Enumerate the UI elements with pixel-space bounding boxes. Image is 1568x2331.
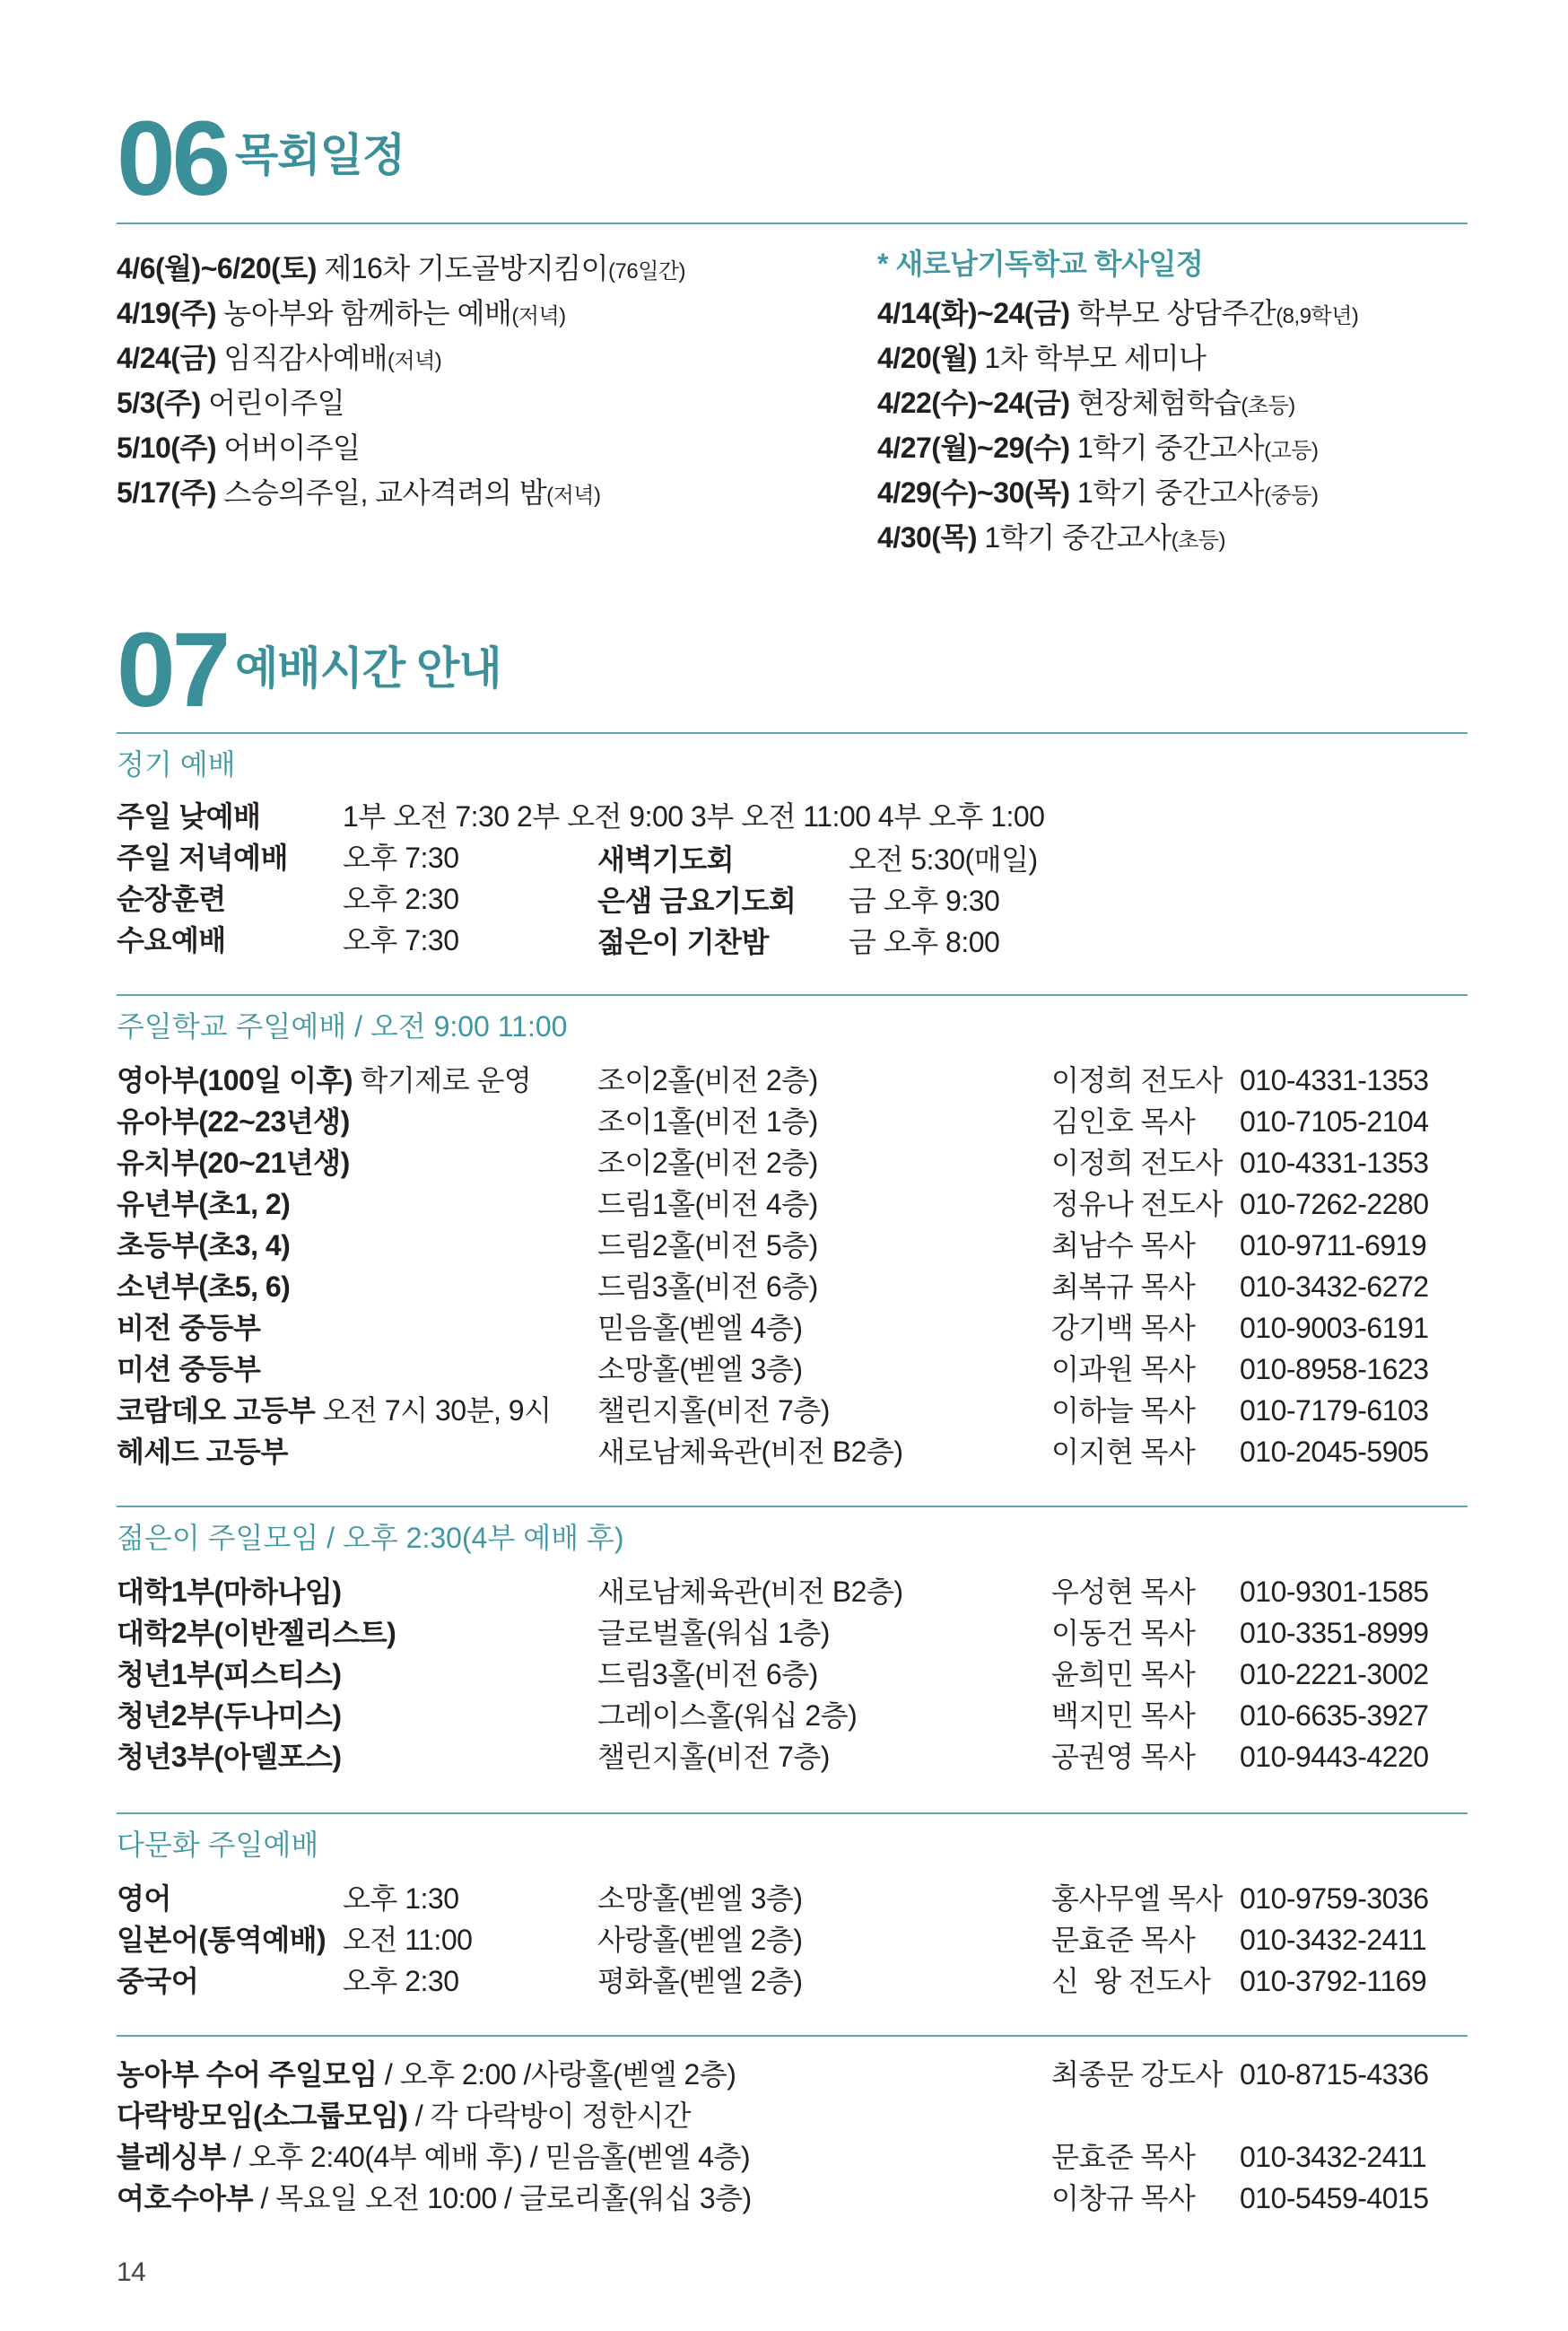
pastor: 김인호 목사: [1051, 1105, 1196, 1138]
schedule-date: 5/3(주): [117, 387, 201, 419]
youth-meeting-heading: [117, 1523, 624, 1552]
schedule-item: [117, 433, 360, 462]
schedule-note: (76일간): [608, 259, 686, 284]
school-schedule-text: 학부모 상담주간: [1076, 297, 1276, 329]
sunday-school-heading: [117, 1012, 567, 1041]
section-title-worship: 예배시간 안내: [235, 643, 501, 694]
department-note: 학기제로 운영: [360, 1064, 532, 1096]
schedule-date: 5/17(주): [117, 476, 217, 509]
pastor: 정유나 전도사: [1051, 1188, 1223, 1220]
schedule-date: 4/6(월)~6/20(토): [117, 252, 317, 284]
worship-time: 오후 7:30: [343, 924, 459, 956]
multicultural-heading: 다문화 주일예배: [117, 1829, 319, 1861]
pastor: 이정희 전도사: [1051, 1147, 1223, 1179]
meeting-name: 여호수아부: [117, 2182, 254, 2214]
department-cell: [117, 1396, 551, 1425]
place: 글로벌홀(워십 1층): [597, 1617, 830, 1649]
section-divider: [117, 994, 1468, 996]
school-schedule-item: [877, 433, 1318, 462]
phone: 010-5459-4015: [1240, 2182, 1429, 2214]
school-schedule-note: (8,9학년): [1276, 304, 1359, 328]
school-schedule-text: 현장체험학습: [1076, 387, 1241, 419]
meeting-detail: / 오후 2:00 /사랑홀(벧엘 2층): [377, 2058, 736, 2091]
school-schedule-note: (초등): [1171, 528, 1225, 553]
department-name: 유년부(초1, 2): [117, 1188, 291, 1220]
department-cell: [117, 1314, 260, 1342]
schedule-text: 농아부와 함께하는 예배: [223, 297, 512, 329]
department-name: 영아부(100일 이후): [117, 1064, 353, 1096]
worship-time: 오전 5:30(매일): [849, 843, 1038, 876]
phone: 010-8958-1623: [1240, 1353, 1429, 1385]
phone: 010-4331-1353: [1240, 1147, 1429, 1179]
section-divider: [117, 1812, 1468, 1814]
pastor: 신 왕 전도사: [1051, 1965, 1211, 1997]
place: 드림3홀(비전 6층): [597, 1658, 818, 1690]
worship-time: 오전 11:00: [343, 1924, 473, 1956]
language: 영어: [117, 1882, 171, 1915]
school-schedule-text: 1학기 중간고사: [1076, 432, 1265, 464]
worship-time: 오후 2:30: [343, 1965, 459, 1997]
schedule-item: [117, 254, 685, 283]
worship-name: 수요예배: [117, 924, 226, 956]
department-cell: [117, 1107, 350, 1136]
phone: 010-9003-6191: [1240, 1312, 1429, 1344]
department-cell: [117, 1066, 531, 1095]
schedule-date: 4/19(주): [117, 297, 217, 329]
department-cell: [117, 1437, 288, 1466]
department-name: 코람데오 고등부: [117, 1394, 316, 1427]
worship-name: 새벽기도회: [597, 843, 735, 876]
meeting-name: 블레싱부: [117, 2141, 226, 2173]
pastor: 최남수 목사: [1051, 1229, 1196, 1262]
phone: 010-3432-6272: [1240, 1270, 1429, 1303]
phone: 010-3351-8999: [1240, 1617, 1429, 1649]
phone: 010-9443-4220: [1240, 1741, 1429, 1773]
meeting-info: [117, 2143, 750, 2171]
place: 그레이스홀(워십 2층): [597, 1699, 858, 1732]
department-cell: [117, 1355, 260, 1384]
school-schedule-title: * 새로남기독학교 학사일정: [877, 248, 1204, 280]
schedule-date: 4/24(금): [117, 342, 217, 374]
pastor: 문효준 목사: [1051, 2141, 1196, 2173]
school-schedule-note: (중등): [1264, 484, 1319, 508]
language: 일본어(통역예배): [117, 1924, 327, 1956]
school-schedule-text: 1학기 중간고사: [984, 521, 1172, 554]
schedule-item: [117, 299, 566, 327]
place: 평화홀(벧엘 2층): [597, 1965, 803, 1997]
place: 드림2홀(비전 5층): [597, 1229, 818, 1262]
school-schedule-item: [877, 478, 1318, 507]
worship-name: 주일 저녁예배: [117, 842, 288, 874]
phone: 010-3432-2411: [1240, 2141, 1427, 2173]
department-name: 청년1부(피스티스): [117, 1658, 342, 1690]
department-cell: [117, 1190, 290, 1218]
department-name: 헤세드 고등부: [117, 1436, 288, 1468]
pastor: 이하늘 목사: [1051, 1394, 1196, 1427]
phone: 010-9301-1585: [1240, 1576, 1429, 1608]
phone: 010-3792-1169: [1240, 1965, 1427, 1997]
pastor: 최복규 목사: [1051, 1270, 1196, 1303]
place: 챌린지홀(비전 7층): [597, 1394, 830, 1427]
page-number: 14: [117, 2257, 146, 2287]
meeting-detail: / 오후 2:40(4부 예배 후) / 믿음홀(벧엘 4층): [225, 2141, 751, 2173]
pastor: 이과원 목사: [1051, 1353, 1196, 1385]
meeting-name: 농아부 수어 주일모임: [117, 2058, 378, 2091]
worship-time: 오후 2:30: [343, 883, 459, 915]
worship-name: 젊은이 기찬밤: [597, 926, 769, 958]
meeting-info: [117, 2184, 752, 2213]
department-name: 미션 중등부: [117, 1353, 261, 1385]
school-schedule-note: (초등): [1241, 394, 1295, 418]
department-name: 대학1부(마하나임): [117, 1576, 342, 1608]
place: 챌린지홀(비전 7층): [597, 1741, 830, 1773]
school-schedule-item: [877, 299, 1358, 327]
school-schedule-date: 4/14(화)~24(금): [877, 297, 1070, 329]
school-schedule-note: (고등): [1264, 439, 1319, 463]
school-schedule-date: 4/27(월)~29(수): [877, 432, 1070, 464]
pastor: 우성현 목사: [1051, 1576, 1196, 1608]
pastor: 강기백 목사: [1051, 1312, 1196, 1344]
school-schedule-item: [877, 344, 1206, 372]
phone: 010-2045-5905: [1240, 1436, 1429, 1468]
schedule-item: [117, 478, 600, 507]
meeting-info: [117, 2060, 736, 2089]
phone: 010-7179-6103: [1240, 1394, 1429, 1427]
phone: 010-6635-3927: [1240, 1699, 1429, 1732]
worship-name: 순장훈련: [117, 883, 226, 915]
worship-time: 금 오후 9:30: [849, 885, 1000, 917]
worship-time: 오후 7:30: [343, 842, 459, 874]
department-name: 대학2부(이반젤리스트): [117, 1617, 396, 1649]
section-divider: [117, 732, 1468, 734]
meeting-detail: / 목요일 오전 10:00 / 글로리홀(워십 3층): [253, 2182, 752, 2214]
schedule-text: 어버이주일: [223, 432, 361, 464]
section-divider: [117, 223, 1468, 224]
phone: 010-2221-3002: [1240, 1658, 1429, 1690]
section-title-schedule: 목회일정: [235, 130, 405, 180]
sunday-school-heading-label: 주일학교 주일예배: [117, 1010, 347, 1043]
phone: 010-8715-4336: [1240, 2058, 1429, 2091]
phone: 010-9711-6919: [1240, 1229, 1427, 1262]
sunday-school-heading-time: / 오전 9:00 11:00: [346, 1010, 568, 1043]
place: 조이2홀(비전 2층): [597, 1147, 818, 1179]
section-number-06: 06: [117, 100, 228, 218]
school-schedule-item: [877, 523, 1225, 552]
place: 조이1홀(비전 1층): [597, 1105, 818, 1138]
school-schedule-item: [877, 388, 1295, 417]
schedule-text: 어린이주일: [208, 387, 345, 419]
pastor: 이지현 목사: [1051, 1436, 1196, 1468]
department-note: 오전 7시 30분, 9시: [322, 1394, 552, 1427]
phone: 010-4331-1353: [1240, 1064, 1429, 1096]
place: 소망홀(벧엘 3층): [597, 1882, 803, 1915]
pastor: 이동건 목사: [1051, 1617, 1196, 1649]
department-cell: [117, 1231, 290, 1260]
department-name: 유치부(20~21년생): [117, 1147, 350, 1179]
youth-heading-time: / 오후 2:30(4부 예배 후): [318, 1522, 624, 1554]
school-schedule-date: 4/29(수)~30(목): [877, 476, 1070, 509]
meeting-detail: / 각 다락방이 정한시간: [407, 2100, 692, 2132]
department-name: 청년2부(두나미스): [117, 1699, 342, 1732]
schedule-item: [117, 388, 344, 417]
school-schedule-date: 4/30(목): [877, 521, 978, 554]
pastor: 이정희 전도사: [1051, 1064, 1223, 1096]
schedule-item: [117, 344, 441, 372]
schedule-text: 스승의주일, 교사격려의 밤: [223, 476, 547, 509]
section-divider: [117, 1506, 1468, 1507]
pastor: 이창규 목사: [1051, 2182, 1196, 2214]
worship-time: 금 오후 8:00: [849, 926, 1000, 958]
place: 드림3홀(비전 6층): [597, 1270, 818, 1303]
pastor: 윤희민 목사: [1051, 1658, 1196, 1690]
section-divider: [117, 2035, 1468, 2037]
pastor: 백지민 목사: [1051, 1699, 1196, 1732]
department-name: 비전 중등부: [117, 1312, 261, 1344]
pastor: 문효준 목사: [1051, 1924, 1196, 1956]
department-name: 소년부(초5, 6): [117, 1270, 291, 1303]
department-name: 유아부(22~23년생): [117, 1105, 350, 1138]
department-name: 초등부(초3, 4): [117, 1229, 291, 1262]
pastor: 최종문 강도사: [1051, 2058, 1223, 2091]
school-schedule-text: 1차 학부모 세미나: [984, 342, 1206, 374]
pastor: 홍사무엘 목사: [1051, 1882, 1223, 1915]
department-name: 청년3부(아델포스): [117, 1741, 342, 1773]
sunday-day-worship-times: 1부 오전 7:30 2부 오전 9:00 3부 오전 11:00 4부 오후 1:00: [343, 800, 1045, 833]
meeting-name: 다락방모임(소그룹모임): [117, 2100, 408, 2132]
place: 새로남체육관(비전 B2층): [597, 1436, 903, 1468]
school-schedule-date: 4/20(월): [877, 342, 978, 374]
place: 조이2홀(비전 2층): [597, 1064, 818, 1096]
school-schedule-date: 4/22(수)~24(금): [877, 387, 1070, 419]
schedule-date: 5/10(주): [117, 432, 217, 464]
place: 사랑홀(벧엘 2층): [597, 1924, 803, 1956]
phone: 010-9759-3036: [1240, 1882, 1429, 1915]
schedule-text: 임직감사예배: [223, 342, 388, 374]
schedule-note: (저녁): [511, 304, 566, 328]
schedule-text: 제16차 기도골방지킴이: [324, 252, 608, 284]
sunday-day-worship-name: 주일 낮예배: [117, 800, 261, 833]
worship-time: 오후 1:30: [343, 1882, 459, 1915]
section-number-07: 07: [117, 611, 228, 729]
schedule-note: (저녁): [546, 484, 601, 508]
place: 드림1홀(비전 4층): [597, 1188, 818, 1220]
place: 믿음홀(벧엘 4층): [597, 1312, 803, 1344]
schedule-note: (저녁): [387, 349, 442, 373]
pastor: 공권영 목사: [1051, 1741, 1196, 1773]
worship-name: 은샘 금요기도회: [597, 885, 797, 917]
department-cell: [117, 1148, 350, 1177]
phone: 010-3432-2411: [1240, 1924, 1427, 1956]
place: 소망홀(벧엘 3층): [597, 1353, 803, 1385]
school-schedule-text: 1학기 중간고사: [1076, 476, 1265, 509]
place: 새로남체육관(비전 B2층): [597, 1576, 903, 1608]
regular-worship-heading: 정기 예배: [117, 748, 236, 781]
youth-heading-label: 젊은이 주일모임: [117, 1522, 319, 1554]
language: 중국어: [117, 1965, 199, 1997]
department-cell: [117, 1272, 290, 1301]
phone: 010-7262-2280: [1240, 1188, 1429, 1220]
meeting-info: [117, 2101, 691, 2130]
phone: 010-7105-2104: [1240, 1105, 1429, 1138]
